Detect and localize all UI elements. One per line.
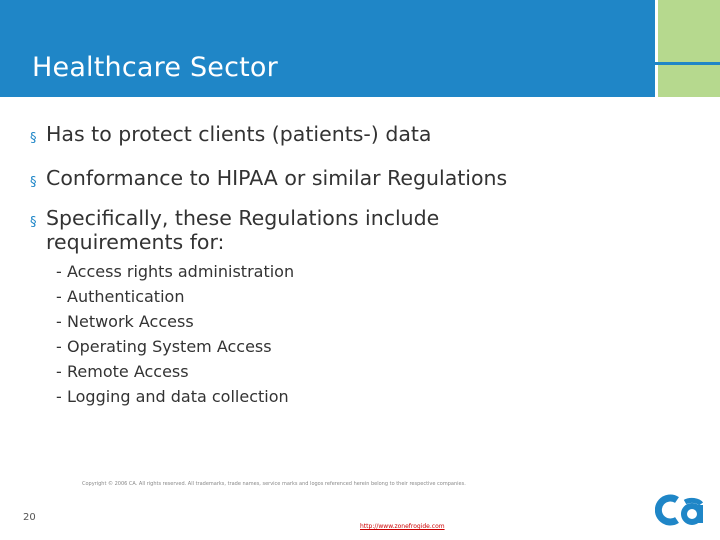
- ca-logo-icon: [655, 492, 707, 528]
- sub-bullet-text: Operating System Access: [67, 337, 272, 356]
- sub-bullet-item: [56, 259, 294, 284]
- header-accent-squares: [655, 0, 720, 97]
- sub-bullet-item: [56, 284, 294, 309]
- footer-link[interactable]: http://www.zonefrogide.com: [360, 523, 445, 530]
- sub-bullet-text: Remote Access: [67, 362, 189, 381]
- sub-bullet-item: [56, 334, 294, 359]
- sub-bullet-item: [56, 384, 294, 409]
- bullet-text: Specifically, these Regulations include requirements for:: [46, 206, 440, 254]
- sub-bullet-marker: -: [56, 262, 62, 281]
- sub-bullet-marker: -: [56, 337, 62, 356]
- slide-title: Healthcare Sector: [32, 52, 278, 83]
- bullet-item: [30, 122, 666, 146]
- sub-bullet-item: [56, 359, 294, 384]
- sub-bullet-marker: -: [56, 362, 62, 381]
- sub-bullet-list: [56, 259, 294, 409]
- bullet-item: [30, 166, 666, 190]
- sub-bullet-text: Network Access: [67, 312, 194, 331]
- bullet-text: Conformance to HIPAA or similar Regulations: [46, 166, 508, 190]
- bullet-marker: §: [30, 215, 37, 230]
- bullet-marker: §: [30, 175, 37, 190]
- bullet-text: Has to protect clients (patients-) data: [46, 122, 432, 146]
- sub-bullet-text: Access rights administration: [67, 262, 295, 281]
- sub-bullet-marker: -: [56, 387, 62, 406]
- accent-square-bottom: [655, 65, 720, 97]
- accent-square-top: [655, 0, 720, 62]
- bullet-item: [30, 206, 566, 254]
- sub-bullet-marker: -: [56, 287, 62, 306]
- sub-bullet-item: [56, 309, 294, 334]
- page-number: 20: [23, 512, 36, 523]
- sub-bullet-marker: -: [56, 312, 62, 331]
- sub-bullet-text: Authentication: [67, 287, 185, 306]
- footer-copyright: Copyright © 2006 CA. All rights reserved. All trademarks, trade names, service marks and logos referenced herein belong to their respective companies.: [82, 481, 466, 487]
- sub-bullet-text: Logging and data collection: [67, 387, 289, 406]
- bullet-marker: §: [30, 131, 37, 146]
